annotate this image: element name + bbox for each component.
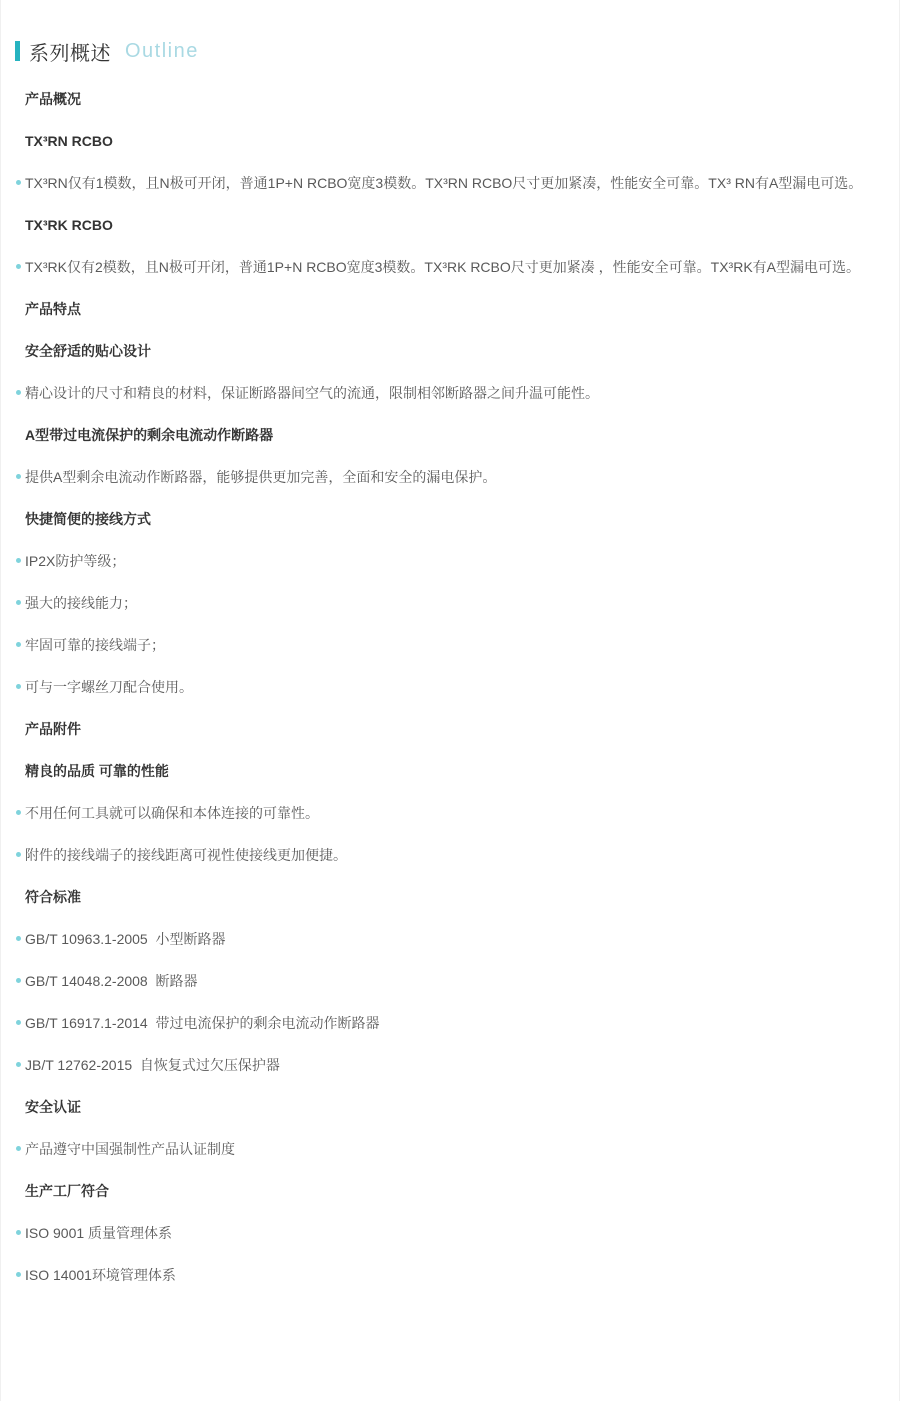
heading-text: A型带过电流保护的剩余电流动作断路器 bbox=[25, 427, 274, 443]
bullet-text: TX³RK仅有2模数，且N极可开闭，普通1P+N RCBO宽度3模数。TX³RK RCBO尺寸更加紧凑 ，性能安全可靠。TX³RK有A型漏电可选。 bbox=[25, 259, 860, 275]
page-title-en: Outline bbox=[125, 39, 199, 62]
section-heading bbox=[1, 750, 865, 792]
bullet-item bbox=[1, 456, 865, 498]
bullet-text: JB/T 12762-2015 自恢复式过欠压保护器 bbox=[25, 1057, 280, 1073]
bullet-item bbox=[1, 624, 865, 666]
bullet-text: 强大的接线能力； bbox=[25, 595, 137, 611]
bullet-dot-icon bbox=[16, 474, 21, 479]
bullet-item bbox=[1, 1254, 865, 1296]
bullet-dot-icon bbox=[16, 180, 21, 185]
bullet-dot-icon bbox=[16, 1062, 21, 1067]
bullet-dot-icon bbox=[16, 1230, 21, 1235]
bullet-item bbox=[1, 582, 865, 624]
bullet-item bbox=[1, 918, 865, 960]
bullet-item bbox=[1, 372, 865, 414]
bullet-text: 附件的接线端子的接线距离可视性使接线更加便捷。 bbox=[25, 847, 347, 863]
section-heading bbox=[1, 708, 865, 750]
bullet-text: 牢固可靠的接线端子； bbox=[25, 637, 165, 653]
bullet-item bbox=[1, 792, 865, 834]
page-title-zh: 系列概述 bbox=[29, 42, 111, 65]
bullet-item bbox=[1, 162, 865, 204]
bullet-dot-icon bbox=[16, 978, 21, 983]
content-list bbox=[1, 78, 899, 1296]
section-heading bbox=[1, 204, 865, 246]
heading-text: 生产工厂符合 bbox=[25, 1183, 109, 1199]
section-heading bbox=[1, 330, 865, 372]
bullet-text: GB/T 10963.1-2005 小型断路器 bbox=[25, 931, 226, 947]
section-header bbox=[15, 38, 899, 64]
section-heading bbox=[1, 1170, 865, 1212]
page bbox=[1, 0, 899, 1401]
section-heading bbox=[1, 876, 865, 918]
section-heading bbox=[1, 288, 865, 330]
bullet-text: 产品遵守中国强制性产品认证制度 bbox=[25, 1141, 235, 1157]
bullet-item bbox=[1, 246, 865, 288]
bullet-text: 精心设计的尺寸和精良的材料，保证断路器间空气的流通，限制相邻断路器之间升温可能性。 bbox=[25, 385, 599, 401]
accent-bar-icon bbox=[15, 41, 20, 61]
heading-text: TX³RK RCBO bbox=[25, 217, 113, 233]
bullet-item bbox=[1, 1212, 865, 1254]
bullet-dot-icon bbox=[16, 1146, 21, 1151]
bullet-item bbox=[1, 666, 865, 708]
heading-text: 产品概况 bbox=[25, 91, 81, 107]
bullet-item bbox=[1, 834, 865, 876]
heading-text: 符合标准 bbox=[25, 889, 81, 905]
section-heading bbox=[1, 78, 865, 120]
heading-text: TX³RN RCBO bbox=[25, 133, 113, 149]
bullet-item bbox=[1, 540, 865, 582]
bullet-text: 可与一字螺丝刀配合使用。 bbox=[25, 679, 193, 695]
bullet-item bbox=[1, 960, 865, 1002]
heading-text: 安全舒适的贴心设计 bbox=[25, 343, 151, 359]
bullet-text: GB/T 16917.1-2014 带过电流保护的剩余电流动作断路器 bbox=[25, 1015, 380, 1031]
heading-text: 产品附件 bbox=[25, 721, 81, 737]
bullet-text: IP2X防护等级； bbox=[25, 553, 126, 569]
bullet-item bbox=[1, 1044, 865, 1086]
heading-text: 快捷简便的接线方式 bbox=[25, 511, 151, 527]
bullet-dot-icon bbox=[16, 1020, 21, 1025]
bullet-text: TX³RN仅有1模数，且N极可开闭，普通1P+N RCBO宽度3模数。TX³RN RCBO尺寸更加紧凑，性能安全可靠。TX³ RN有A型漏电可选。 bbox=[25, 175, 863, 191]
bullet-dot-icon bbox=[16, 852, 21, 857]
bullet-dot-icon bbox=[16, 600, 21, 605]
section-heading bbox=[1, 498, 865, 540]
section-heading bbox=[1, 120, 865, 162]
bullet-dot-icon bbox=[16, 936, 21, 941]
bullet-item bbox=[1, 1002, 865, 1044]
bullet-text: ISO 14001环境管理体系 bbox=[25, 1267, 176, 1283]
bullet-dot-icon bbox=[16, 810, 21, 815]
bullet-dot-icon bbox=[16, 390, 21, 395]
heading-text: 安全认证 bbox=[25, 1099, 81, 1115]
heading-text: 精良的品质 可靠的性能 bbox=[25, 763, 169, 779]
section-heading bbox=[1, 414, 865, 456]
bullet-text: 提供A型剩余电流动作断路器，能够提供更加完善，全面和安全的漏电保护。 bbox=[25, 469, 497, 485]
bullet-text: GB/T 14048.2-2008 断路器 bbox=[25, 973, 198, 989]
bullet-item bbox=[1, 1128, 865, 1170]
heading-text: 产品特点 bbox=[25, 301, 81, 317]
bullet-text: 不用任何工具就可以确保和本体连接的可靠性。 bbox=[25, 805, 319, 821]
bullet-dot-icon bbox=[16, 558, 21, 563]
section-heading bbox=[1, 1086, 865, 1128]
bullet-text: ISO 9001 质量管理体系 bbox=[25, 1225, 173, 1241]
bullet-dot-icon bbox=[16, 684, 21, 689]
bullet-dot-icon bbox=[16, 1272, 21, 1277]
bullet-dot-icon bbox=[16, 264, 21, 269]
bullet-dot-icon bbox=[16, 642, 21, 647]
